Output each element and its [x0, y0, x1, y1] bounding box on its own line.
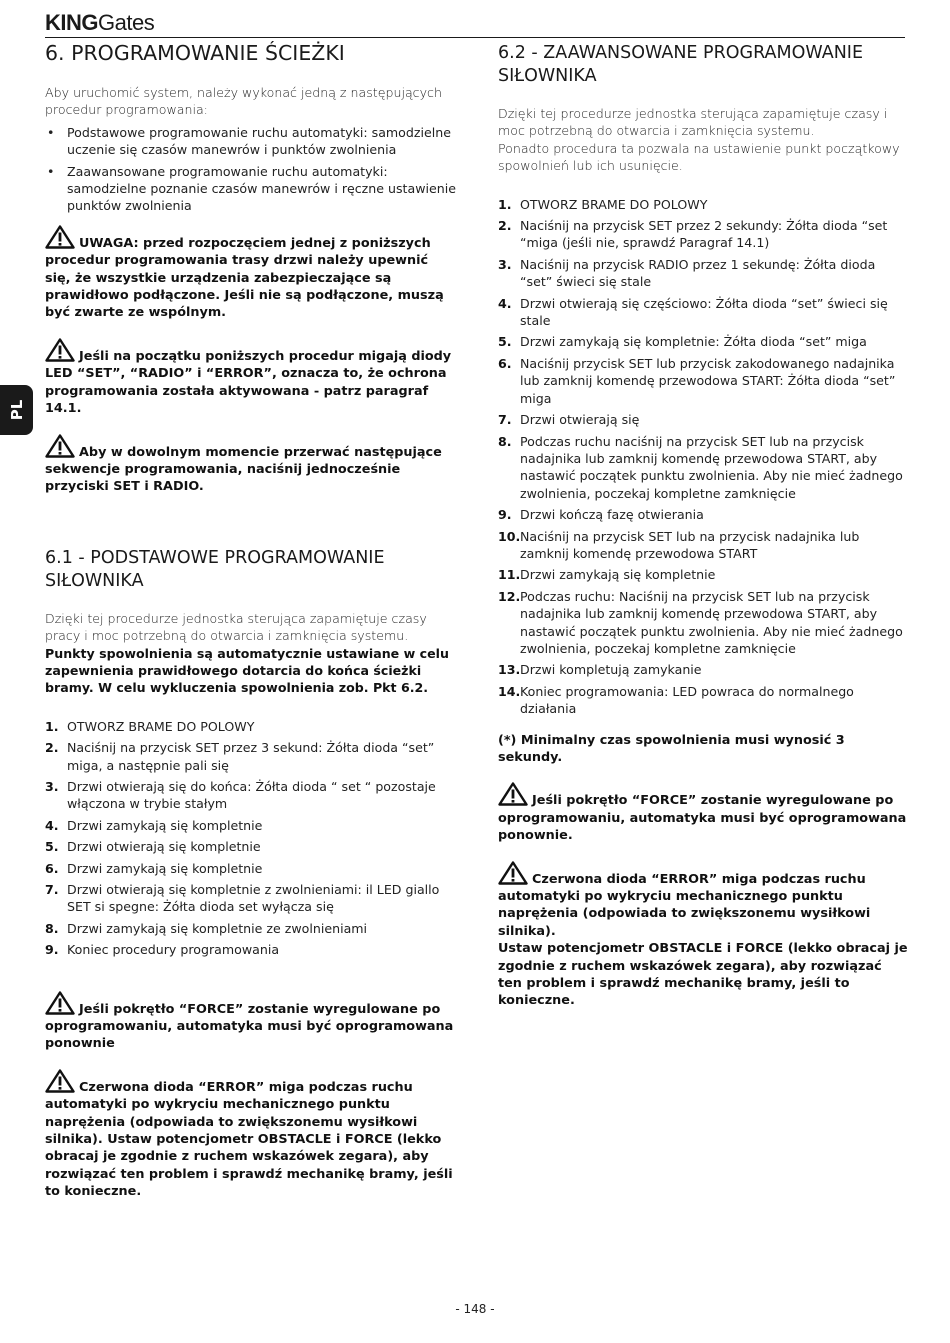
step-number: 13. — [498, 662, 521, 678]
step-text: Naciśnij na przycisk SET przez 3 sekund: Żółta dioda “set” miga, a następnie pali się — [67, 740, 435, 773]
step-number: 11. — [498, 567, 521, 583]
logo-gates: Gates — [98, 10, 155, 35]
step-number: 9. — [45, 942, 59, 958]
list-item — [498, 506, 908, 523]
list-item — [45, 739, 457, 774]
step-number: 1. — [45, 718, 59, 734]
step-text: Drzwi zamykają się kompletnie: Żółta dioda “set” miga — [520, 334, 867, 350]
programming-options-list — [45, 124, 457, 215]
step-text: Drzwi otwierają się kompletnie z zwolnieniami: il LED giallo SET si spegne: Żółta dioda set wyłącza się — [67, 882, 440, 915]
list-item — [45, 838, 457, 855]
language-tab — [0, 385, 33, 435]
step-text: Drzwi zamykają się kompletnie — [520, 567, 716, 583]
step-number: 2. — [498, 218, 512, 234]
section-6-1-intro: Dzięki tej procedurze jednostka sterująca zapamiętuje czasy pracy i moc potrzebną do otwarcia i zamknięcia systemu. — [45, 610, 427, 644]
step-number: 9. — [498, 507, 512, 523]
list-item — [498, 683, 908, 718]
step-number: 3. — [498, 256, 512, 272]
warning-triangle-icon — [45, 991, 75, 1015]
step-text: Drzwi zamykają się kompletnie ze zwolnieniami — [67, 920, 368, 936]
step-text: Drzwi zamykają się kompletnie — [67, 817, 263, 833]
warning-text: Czerwona dioda “ERROR” miga podczas ruchu automatyki po wykryciu mechanicznego punktu naprężenia (odpowiada to zwiększonemu wysiłkowi silnika). Ustaw potencjometr OBSTACLE i FORCE (lekko obracaj je zgodnie z ruchem wskazówek zegara), aby rozwiązać ten problem i sprawdź mechanikę bramy, jeśli to konieczne. — [45, 1079, 453, 1200]
step-number: 4. — [45, 817, 59, 833]
step-number: 1. — [498, 196, 512, 212]
step-text: Drzwi kończą fazę otwierania — [520, 507, 704, 523]
step-number: 6. — [45, 860, 59, 876]
list-item — [498, 528, 908, 563]
list-item: • Podstawowe programowanie ruchu automatyki: samodzielne uczenie się czasów manewrów i punktów zwolnienia — [47, 124, 451, 158]
warning-error-led — [498, 861, 908, 941]
list-item — [498, 661, 908, 678]
page-header — [45, 10, 905, 38]
step-number: 6. — [498, 355, 512, 371]
warning-text: Jeśli pokrętło “FORCE” zostanie wyregulowane po oprogramowaniu, automatyka musi być oprogramowana ponownie. — [498, 793, 907, 844]
warning-text: Jeśli pokrętło “FORCE” zostanie wyregulowane po oprogramowaniu, automatyka musi być oprogramowana ponownie — [45, 1001, 454, 1052]
list-item — [45, 881, 457, 916]
list-item — [498, 295, 908, 330]
left-column — [45, 38, 457, 1201]
step-number: 4. — [498, 295, 512, 311]
warning-text: Aby w dowolnym momencie przerwać następujące sekwencje programowania, naciśnij jednocześnie przyciski SET i RADIO. — [45, 444, 442, 495]
step-text: Podczas ruchu: Naciśnij na przycisk SET lub na przycisk nadajnika lub zamknij komendę przewodowa START, aby nastawić początek punktu zwolnienia. Aby nie mieć żadnego zwolnienia, poczekaj kompletne zamknięcie — [520, 588, 903, 656]
warning-triangle-icon — [498, 782, 528, 806]
section-6-title: 6. PROGRAMOWANIE ŚCIEŻKI — [45, 41, 345, 65]
logo-king: KING — [45, 10, 98, 35]
section-6-1-note: Punkty spowolnienia są automatycznie ustawiane w celu zapewnienia prawidłowego dotarcia do końca ścieżki bramy. W celu wykluczenia spowolnienia zob. Pkt 6.2. — [45, 645, 449, 696]
warning-safety-devices — [45, 225, 457, 322]
step-text: Naciśnij przycisk SET lub przycisk zakodowanego nadajnika lub zamknij komendę przewodowa START: Żółta dioda “set” miga — [520, 355, 896, 406]
step-number: 10. — [498, 528, 521, 544]
warning-protection-active — [45, 338, 457, 418]
list-item-text: Podstawowe programowanie ruchu automatyki: samodzielne uczenie się czasów manewrów i punktów zwolnienia — [67, 124, 451, 158]
section-6-2-intro: Dzięki tej procedurze jednostka sterująca zapamiętuje czasy i moc potrzebną do otwarcia i zamknięcia systemu. — [498, 106, 888, 139]
list-item — [498, 256, 908, 291]
step-text: Koniec programowania: LED powraca do normalnego działania — [520, 683, 854, 717]
step-text: Drzwi otwierają się do końca: Żółta dioda “ set “ pozostaje włączona w trybie stałym — [67, 778, 436, 812]
list-item — [498, 196, 908, 213]
list-item — [45, 941, 457, 958]
page-number: - 148 - — [455, 1302, 495, 1316]
step-number: 14. — [498, 683, 521, 699]
warning-interrupt-sequence — [45, 434, 457, 496]
warning-force-adjusted — [45, 991, 457, 1053]
advanced-programming-steps — [498, 196, 908, 718]
list-item — [498, 566, 908, 583]
list-item — [498, 355, 908, 407]
language-tab-label: PL — [7, 399, 26, 421]
warning-text: UWAGA: przed rozpoczęciem jednej z poniższych procedur programowania trasy drzwi należy upewnić się, że wszystkie urządzenia zabezpieczające są prawidłowo podłączone. Jeśli nie są podłączone, muszą być zwarte ze wspólnym. — [45, 235, 444, 321]
list-item: • Zaawansowane programowanie ruchu automatyki: samodzielne poznanie czasów manewrów i ręczne ustawienie punktów zwolnienia — [47, 163, 456, 214]
list-item — [498, 217, 908, 252]
step-text: OTWORZ BRAME DO POLOWY — [67, 718, 255, 734]
warning-triangle-icon — [45, 1069, 75, 1093]
list-item — [45, 860, 457, 877]
basic-programming-steps — [45, 718, 457, 959]
list-item — [45, 718, 457, 735]
list-item-text: Zaawansowane programowanie ruchu automatyki: samodzielne poznanie czasów manewrów i ręczne ustawienie punktów zwolnienia — [67, 163, 456, 214]
right-column — [498, 38, 908, 1010]
list-item — [45, 920, 457, 937]
step-text: Naciśnij na przycisk SET lub na przycisk nadajnika lub zamknij komendę przewodowa START — [520, 528, 860, 561]
list-item — [498, 588, 908, 658]
list-item — [45, 817, 457, 834]
section-6-2-intro-2: Ponadto procedura ta pozwala na ustawienie punkt początkowy spowolnień lub ich usunięcie. — [498, 140, 900, 174]
warning-triangle-icon — [45, 434, 75, 458]
step-text: Koniec procedury programowania — [67, 942, 280, 958]
section-6-1-title: 6.1 - PODSTAWOWE PROGRAMOWANIE SIŁOWNIKA — [45, 547, 385, 591]
step-number: 7. — [498, 412, 512, 428]
kinggates-logo — [45, 10, 154, 36]
step-number: 7. — [45, 882, 59, 897]
step-number: 3. — [45, 778, 59, 794]
warning-force-adjusted — [498, 782, 908, 844]
minimum-slowdown-note: (*) Minimalny czas spowolnienia musi wynosić 3 sekundy. — [498, 732, 845, 765]
step-number: 5. — [45, 839, 59, 855]
list-item — [45, 778, 457, 813]
step-text: Drzwi otwierają się — [520, 412, 640, 428]
step-number: 2. — [45, 740, 59, 756]
list-item — [498, 411, 908, 428]
step-text: Drzwi zamykają się kompletnie — [67, 860, 263, 876]
step-number: 8. — [45, 920, 59, 936]
step-text: OTWORZ BRAME DO POLOWY — [520, 196, 708, 212]
warning-triangle-icon — [498, 861, 528, 885]
warning-text: Czerwona dioda “ERROR” miga podczas ruchu automatyki po wykryciu mechanicznego punktu naprężenia (odpowiada to zwiększonemu wysiłkowi silnika). — [498, 871, 871, 939]
list-item — [498, 333, 908, 350]
step-number: 12. — [498, 588, 521, 604]
step-text: Podczas ruchu naciśnij na przycisk SET lub na przycisk nadajnika lub zamknij komendę przewodowa START, aby nastawić początek punktu zwolnienia. Aby nie mieć żadnego zwolnienia, poczekaj kompletne zamknięcie — [520, 433, 903, 501]
step-text: Naciśnij na przycisk RADIO przez 1 sekundę: Żółta dioda “set” świeci się stale — [520, 256, 876, 290]
step-text: Naciśnij na przycisk SET przez 2 sekundy: Żółta dioda “set “miga (jeśli nie, sprawdź Paragraf 14.1) — [520, 218, 888, 251]
step-text: Drzwi otwierają się częściowo: Żółta dioda “set” świeci się stale — [520, 295, 888, 329]
step-text: Drzwi otwierają się kompletnie — [67, 839, 261, 855]
warning-text: Jeśli na początku poniższych procedur migają diody LED “SET”, “RADIO” i “ERROR”, oznacza to, że ochrona programowania została aktywowana - patrz paragraf 14.1. — [45, 348, 452, 417]
warning-triangle-icon — [45, 225, 75, 249]
step-text: Drzwi kompletują zamykanie — [520, 662, 702, 678]
step-number: 8. — [498, 433, 512, 449]
warning-error-led — [45, 1069, 457, 1201]
warning-error-led-action: Ustaw potencjometr OBSTACLE i FORCE (lekko obracaj je zgodnie z ruchem wskazówek zegara), aby rozwiązać ten problem i sprawdź mechanikę bramy, jeśli to konieczne. — [498, 941, 908, 1009]
section-6-2-title: 6.2 - ZAAWANSOWANE PROGRAMOWANIE SIŁOWNIKA — [498, 43, 864, 86]
warning-triangle-icon — [45, 338, 75, 362]
step-number: 5. — [498, 334, 512, 350]
section-6-intro: Aby uruchomić system, należy wykonać jedną z następujących procedur programowania: — [45, 85, 442, 118]
list-item — [498, 433, 908, 503]
